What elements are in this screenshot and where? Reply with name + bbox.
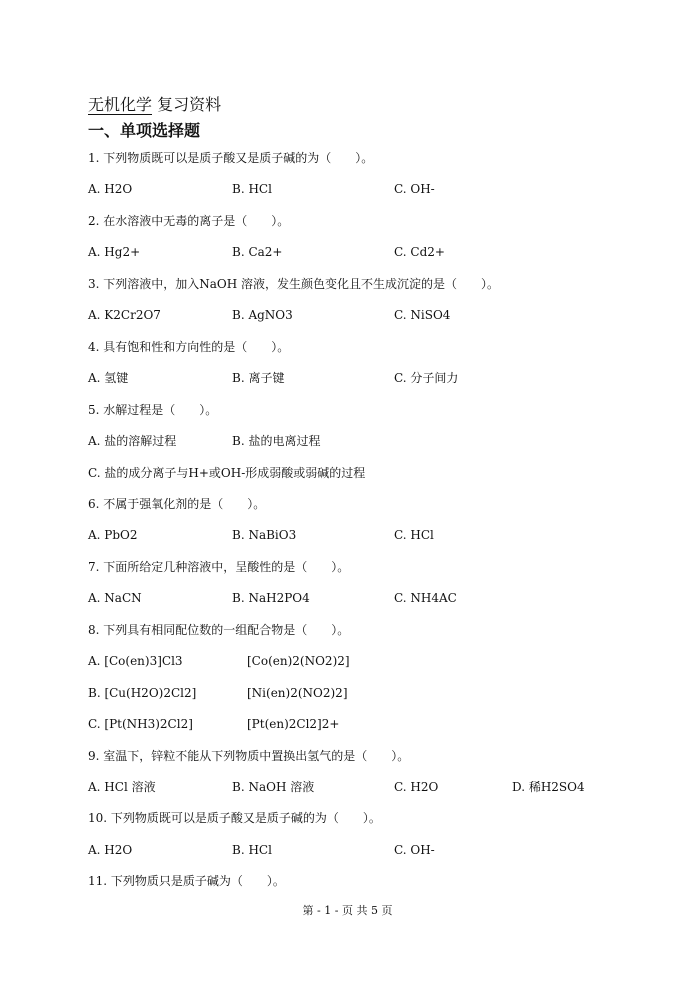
option: B. NaH2PO4 [232, 591, 310, 606]
option: B. [Cu(H2O)2Cl2] [88, 685, 197, 700]
options-row [88, 590, 608, 606]
question-text: 2. 在水溶液中无毒的离子是（ ）。 [88, 213, 290, 228]
option: C. OH- [394, 842, 435, 857]
title-underlined: 无机化学 [88, 95, 153, 114]
option: [Co(en)2(NO2)2] [247, 654, 350, 669]
section-heading: 一、单项选择题 [88, 121, 201, 140]
option: C. HCl [394, 528, 434, 543]
option: B. HCl [232, 842, 272, 857]
option: A. PbO2 [88, 528, 138, 543]
option: A. HCl 溶液 [88, 780, 156, 794]
question-text: 9. 室温下，锌粒不能从下列物质中置换出氢气的是（ ）。 [88, 748, 410, 763]
option: A. 氢键 [88, 371, 129, 386]
option: A. H2O [88, 842, 133, 857]
question-text: 10. 下列物质既可以是质子酸又是质子碱的为（ ）。 [88, 811, 381, 826]
option: C. [Pt(NH3)2Cl2] [88, 717, 193, 732]
option: D. 稀H2SO4 [512, 780, 585, 794]
option: A. K2Cr2O7 [88, 308, 161, 323]
option: A. NaCN [88, 591, 142, 606]
options-row [88, 370, 608, 386]
question-text: 5. 水解过程是（ ）。 [88, 402, 218, 417]
option: A. [Co(en)3]Cl3 [88, 654, 183, 669]
question-text: 4. 具有饱和性和方向性的是（ ）。 [88, 339, 290, 354]
question-text: 1. 下列物质既可以是质子酸又是质子碱的为（ ）。 [88, 151, 374, 165]
question-text: C. 盐的成分离子与H+或OH-形成弱酸或弱碱的过程 [88, 465, 366, 480]
page-footer: 第 - 1 - 页 共 5 页 [302, 904, 393, 917]
option: C. Cd2+ [394, 245, 445, 260]
option: [Ni(en)2(NO2)2] [247, 685, 348, 700]
options-row [88, 842, 608, 858]
option: C. OH- [394, 182, 435, 197]
options-row [88, 181, 608, 197]
option: A. H2O [88, 182, 133, 197]
option: B. NaBiO3 [232, 528, 297, 543]
option: B. Ca2+ [232, 245, 283, 260]
question-text: 8. 下列具有相同配位数的一组配合物是（ ）。 [88, 622, 350, 637]
options-row [88, 244, 608, 260]
option: B. 盐的电离过程 [232, 434, 321, 449]
option: B. HCl [232, 182, 272, 197]
options-row [88, 685, 608, 701]
question-text: 6. 不属于强氧化剂的是（ ）。 [88, 496, 266, 511]
options-row [88, 653, 608, 669]
title-rest: 复习资料 [152, 95, 222, 114]
options-row [88, 433, 608, 449]
question-text: 7. 下面所给定几种溶液中，呈酸性的是（ ）。 [88, 559, 350, 574]
document-title [88, 92, 221, 115]
options-row [88, 716, 608, 732]
question-text: 3. 下列溶液中，加入NaOH 溶液，发生颜色变化且不生成沉淀的是（ ）。 [88, 276, 500, 291]
options-row [88, 307, 608, 323]
option: A. 盐的溶解过程 [88, 434, 177, 449]
options-row [88, 527, 608, 543]
option: B. NaOH 溶液 [232, 780, 315, 794]
option: B. AgNO3 [232, 308, 293, 323]
question-text: 11. 下列物质只是质子碱为（ ）。 [88, 874, 285, 889]
option: [Pt(en)2Cl2]2+ [247, 717, 340, 732]
option: C. H2O [394, 780, 439, 794]
options-row [88, 779, 608, 795]
option: C. NH4AC [394, 591, 457, 606]
option: A. Hg2+ [88, 245, 141, 260]
option: C. NiSO4 [394, 308, 451, 323]
option: B. 离子键 [232, 371, 285, 386]
option: C. 分子间力 [394, 371, 459, 386]
